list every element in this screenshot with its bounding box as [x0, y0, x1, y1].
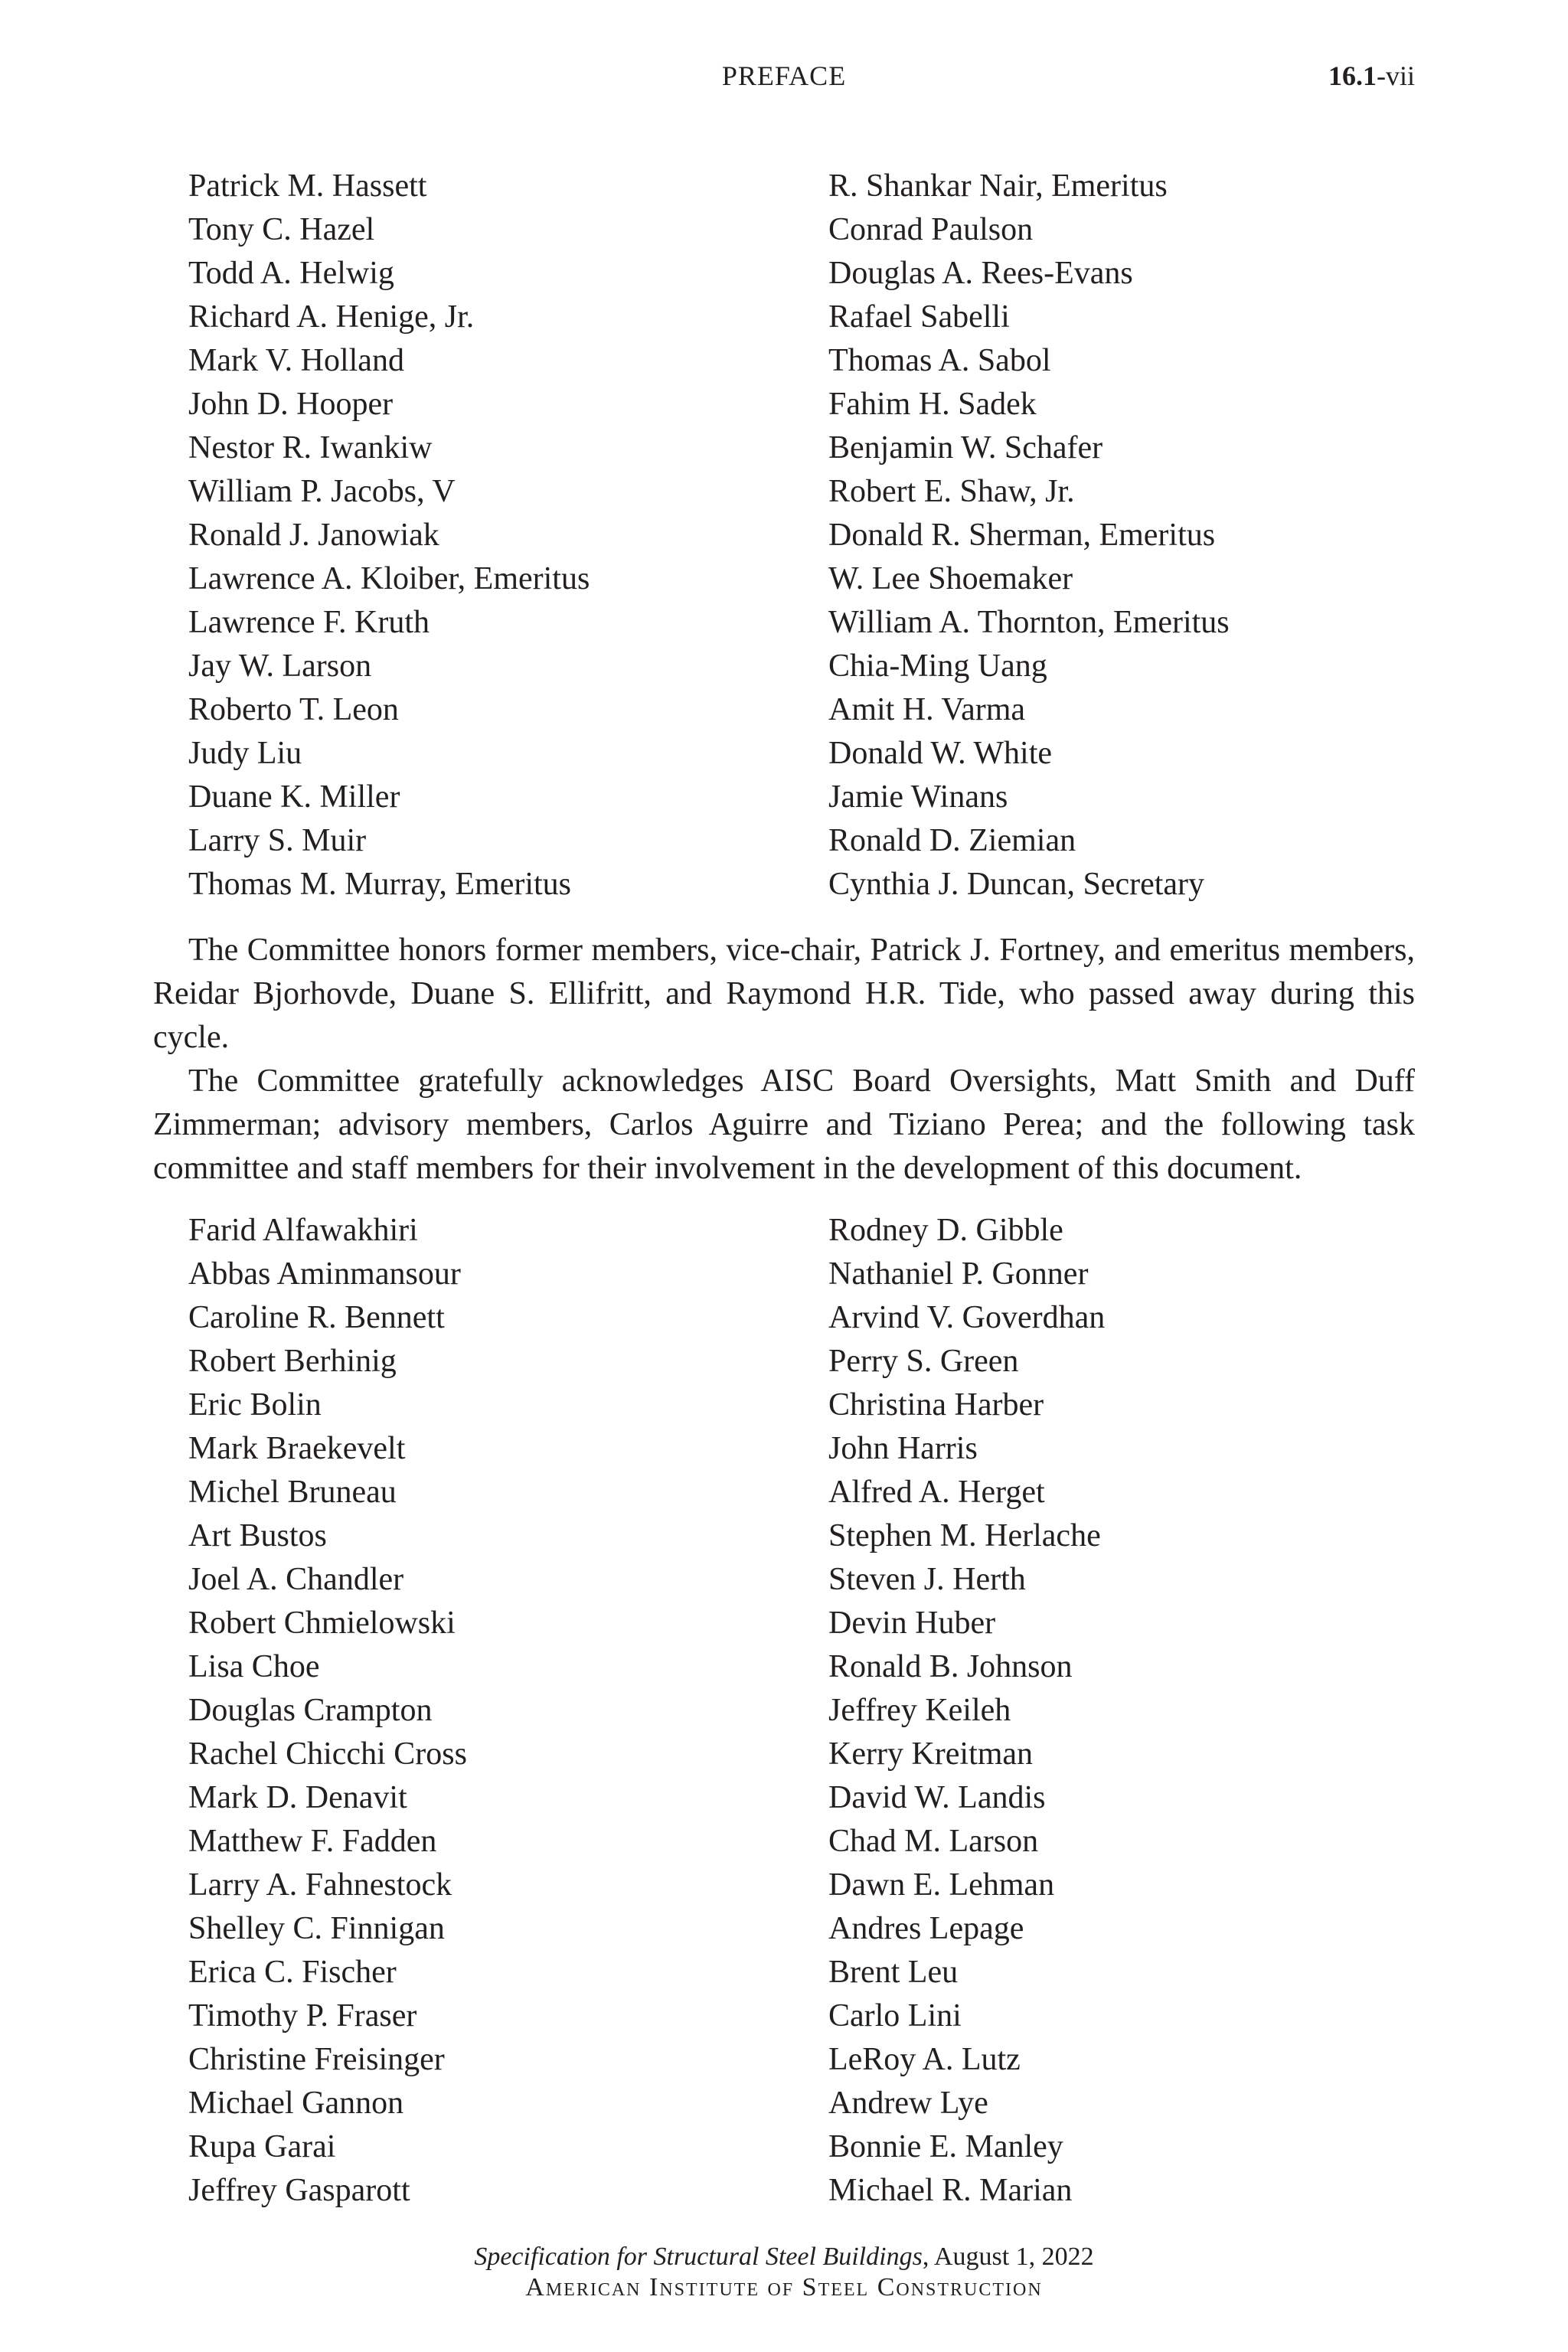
member-name: Chia-Ming Uang — [828, 648, 1047, 684]
member-name: Lawrence F. Kruth — [188, 605, 430, 640]
member-name: Abbas Aminmansour — [188, 1256, 461, 1292]
member-name: Christina Harber — [828, 1387, 1044, 1423]
member-name: Duane K. Miller — [188, 779, 400, 815]
member-name: William A. Thornton, Emeritus — [828, 605, 1230, 640]
page-number — [1328, 60, 1415, 92]
member-name: Ronald B. Johnson — [828, 1649, 1073, 1684]
member-name: LeRoy A. Lutz — [828, 2042, 1021, 2077]
member-name: Christine Freisinger — [188, 2042, 445, 2077]
member-name: Benjamin W. Schafer — [828, 430, 1103, 466]
member-name: Kerry Kreitman — [828, 1736, 1034, 1772]
member-name: Jamie Winans — [828, 779, 1008, 815]
honors-paragraph: The Committee honors former members, vice-chair, Patrick J. Fortney, and emeritus members, Reidar Bjorhovde, Duane S. Ellifritt, and Raymond H.R. Tide, who passed away during this cycle. — [153, 933, 1415, 1055]
member-name: Roberto T. Leon — [188, 692, 399, 727]
member-name: Rafael Sabelli — [828, 299, 1010, 335]
member-name: Alfred A. Herget — [828, 1475, 1045, 1510]
member-name: Donald R. Sherman, Emeritus — [828, 518, 1216, 553]
member-name: Robert Berhinig — [188, 1344, 397, 1379]
member-name: Michael R. Marian — [828, 2173, 1073, 2208]
member-name: Lawrence A. Kloiber, Emeritus — [188, 561, 590, 596]
member-name: Patrick M. Hassett — [188, 168, 427, 204]
member-name: Rupa Garai — [188, 2129, 336, 2164]
member-name: Robert E. Shaw, Jr. — [828, 474, 1075, 509]
member-name: Stephen M. Herlache — [828, 1518, 1101, 1553]
member-name: Jeffrey Gasparott — [188, 2173, 410, 2208]
member-name: Shelley C. Finnigan — [188, 1911, 445, 1946]
member-name: Lisa Choe — [188, 1649, 320, 1684]
member-name: Amit H. Varma — [828, 692, 1026, 727]
member-name: Andrew Lye — [828, 2086, 988, 2121]
member-name: Fahim H. Sadek — [828, 387, 1037, 422]
task-committee-member-list — [188, 1209, 1444, 2213]
member-name: Nathaniel P. Gonner — [828, 1256, 1089, 1292]
member-name: Jeffrey Keileh — [828, 1693, 1011, 1728]
member-name: Rachel Chicchi Cross — [188, 1736, 467, 1772]
member-name: Andres Lepage — [828, 1911, 1024, 1946]
member-name: Timothy P. Fraser — [188, 1998, 417, 2034]
member-name: Michael Gannon — [188, 2086, 404, 2121]
member-name: Ronald J. Janowiak — [188, 518, 439, 553]
member-name: Nestor R. Iwankiw — [188, 430, 433, 466]
member-name: R. Shankar Nair, Emeritus — [828, 168, 1168, 204]
member-name: Rodney D. Gibble — [828, 1213, 1063, 1248]
member-name: Joel A. Chandler — [188, 1562, 404, 1597]
member-name: Richard A. Henige, Jr. — [188, 299, 475, 335]
member-name: Arvind V. Goverdhan — [828, 1300, 1106, 1335]
member-name: David W. Landis — [828, 1780, 1046, 1815]
member-name: Eric Bolin — [188, 1387, 322, 1423]
section-title: PREFACE — [721, 60, 847, 91]
member-name: John Harris — [828, 1431, 978, 1466]
footer-citation — [153, 2242, 1415, 2272]
member-name: Steven J. Herth — [828, 1562, 1026, 1597]
footer-date: , August 1, 2022 — [922, 2243, 1094, 2271]
member-name: Mark V. Holland — [188, 343, 404, 378]
member-name: Thomas A. Sabol — [828, 343, 1051, 378]
member-name: John D. Hooper — [188, 387, 394, 422]
page-number-suffix: -vii — [1377, 60, 1415, 91]
page-footer — [153, 2242, 1415, 2303]
member-name: Conrad Paulson — [828, 212, 1034, 247]
member-name: Carlo Lini — [828, 1998, 962, 2034]
footer-spec-title: Specification for Structural Steel Buildings — [474, 2243, 923, 2271]
member-name: Robert Chmielowski — [188, 1606, 456, 1641]
member-name: Cynthia J. Duncan, Secretary — [828, 867, 1205, 902]
member-name: W. Lee Shoemaker — [828, 561, 1073, 596]
member-name: Larry A. Fahnestock — [188, 1867, 452, 1903]
member-name: Judy Liu — [188, 736, 302, 771]
member-name: Tony C. Hazel — [188, 212, 375, 247]
member-name: Erica C. Fischer — [188, 1955, 397, 1990]
member-name: Devin Huber — [828, 1606, 996, 1641]
acknowledgments-paragraph: The Committee gratefully acknowledges AISC Board Oversights, Matt Smith and Duff Zimmerman; advisory members, Carlos Aguirre and Tiziano Perea; and the following task committee and staff members for their involvement in the development of this document. — [153, 1063, 1415, 1186]
member-name: Mark Braekevelt — [188, 1431, 406, 1466]
member-name: Ronald D. Ziemian — [828, 823, 1076, 858]
member-name: Jay W. Larson — [188, 648, 372, 684]
member-name: Dawn E. Lehman — [828, 1867, 1055, 1903]
member-name: Perry S. Green — [828, 1344, 1019, 1379]
member-name: Douglas A. Rees-Evans — [828, 256, 1133, 291]
member-name: Larry S. Muir — [188, 823, 367, 858]
member-name: William P. Jacobs, V — [188, 474, 456, 509]
footer-publisher: American Institute of Steel Construction — [525, 2273, 1043, 2301]
running-header — [153, 60, 1415, 93]
member-name: Mark D. Denavit — [188, 1780, 407, 1815]
member-name: Caroline R. Bennett — [188, 1300, 445, 1335]
member-name: Bonnie E. Manley — [828, 2129, 1063, 2164]
committee-member-list — [188, 165, 1444, 906]
member-name: Thomas M. Murray, Emeritus — [188, 867, 572, 902]
member-name: Michel Bruneau — [188, 1475, 397, 1510]
member-name: Chad M. Larson — [828, 1824, 1039, 1859]
member-name: Donald W. White — [828, 736, 1053, 771]
member-name: Art Bustos — [188, 1518, 327, 1553]
member-name: Todd A. Helwig — [188, 256, 394, 291]
member-name: Brent Leu — [828, 1955, 959, 1990]
member-name: Farid Alfawakhiri — [188, 1213, 418, 1248]
page-number-prefix: 16.1 — [1328, 60, 1377, 91]
member-name: Matthew F. Fadden — [188, 1824, 437, 1859]
member-name: Douglas Crampton — [188, 1693, 433, 1728]
